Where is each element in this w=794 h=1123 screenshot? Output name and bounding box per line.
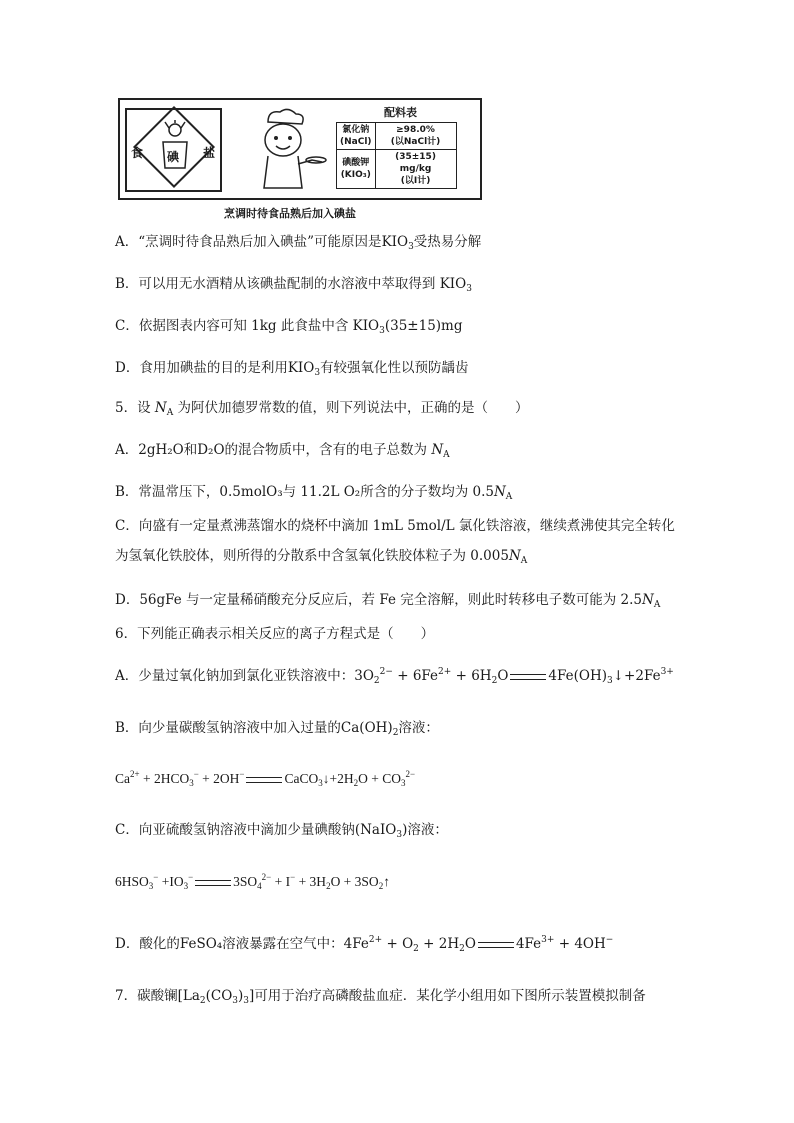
- q6-stem: 6．下列能正确表示相关反应的离子方程式是（ ）: [115, 626, 435, 642]
- figure-caption: 烹调时待食品熟后加入碘盐: [224, 207, 356, 220]
- table-row: [337, 150, 457, 189]
- q6-option-d: D．酸化的FeSO₄溶液暴露在空气中：$4Fe^{2+} + O_2 + 2H_2O$ $4Fe^{3+} + 4OH^-$: [115, 935, 614, 954]
- q5-option-d: D．56gFe 与一定量稀硝酸充分反应后，若 Fe 完全溶解，则此时转移电子数可能为 $2.5N_A$: [115, 592, 661, 610]
- q5-stem: 5．设 $N_A$ 为阿伏加德罗常数的值，则下列说法中，正确的是（ ）: [115, 400, 529, 418]
- ingredients-grid: [336, 122, 457, 189]
- q5-option-a: A．2gH₂O和D₂O的混合物质中，含有的电子总数为 $N_A$: [115, 442, 450, 460]
- table-cell-value: (35±15) mg/kg (以I计): [375, 150, 456, 189]
- ingredients-table: [336, 104, 480, 196]
- chef-illustration: [238, 108, 328, 192]
- q6-option-a: A．少量过氧化钠加到氯化亚铁溶液中：$3O_2^{2-} + 6Fe^{2+} + 6H_2O$ $4Fe(OH)_3↓+2Fe^{3+}$: [115, 667, 674, 686]
- logo-char-3: 盐: [203, 146, 216, 160]
- q5-option-c-line2: 为氢氧化铁胶体，则所得的分散系中含氢氧化铁胶体粒子为 $0.005N_A$: [115, 548, 528, 566]
- table-title: 配料表: [384, 106, 417, 119]
- person-icon: [155, 120, 195, 184]
- q5-option-b: B．常温常压下，0.5molO₃与 11.2L O₂所含的分子数均为 $0.5N_A$: [115, 484, 513, 502]
- table-row: [337, 123, 457, 150]
- q5-option-c-line1: C．向盛有一定量煮沸蒸馏水的烧杯中滴加 1mL 5mol/L 氯化铁溶液，继续煮沸使其完全转化: [115, 518, 675, 534]
- q7-stem: 7．碳酸镧$[La_2(CO_3)_3]$可用于治疗高磷酸盐血症．某化学小组用如下图所示装置模拟制备: [115, 988, 646, 1006]
- q4-option-d: D．食用加碘盐的目的是利用$KIO_3$有较强氧化性以预防龋齿: [115, 360, 469, 378]
- q4-option-a: A．“烹调时待食品熟后加入碘盐”可能原因是$KIO_3$受热易分解: [115, 234, 482, 252]
- salt-logo: [125, 108, 222, 192]
- q6-equation-b: $Ca^{2+} + 2HCO_3^- + 2OH^-$ $CaCO_3↓+2H_2O + CO_3^{2-}$: [115, 769, 416, 788]
- table-cell-name: 氯化钠 (NaCl): [337, 123, 376, 150]
- q4-option-b: B．可以用无水酒精从该碘盐配制的水溶液中萃取得到 $KIO_3$: [115, 276, 472, 294]
- q6-option-b: B．向少量碳酸氢钠溶液中加入过量的$Ca(OH)_2$溶液：: [115, 720, 439, 738]
- q4-option-c: C．依据图表内容可知 1kg 此食盐中含 $KIO_3(35\pm 15)mg$: [115, 318, 463, 336]
- logo-char-2: 碘: [167, 150, 180, 164]
- q6-equation-c: $6HSO_3^- +IO_3^-$ $3SO_4^{2-} + I^- + 3H_2O$ + $3SO_2↑$: [115, 872, 390, 891]
- chef-icon: [238, 108, 328, 192]
- table-cell-name: 碘酸钾 (KIO₃): [337, 150, 376, 189]
- table-cell-value: ≥98.0% (以NaCl计): [375, 123, 456, 150]
- iodized-salt-figure: [118, 98, 482, 200]
- q6-option-c: C．向亚硫酸氢钠溶液中滴加少量碘酸钠(NaIO$_3$)溶液：: [115, 822, 448, 840]
- logo-char-1: 食: [131, 146, 144, 160]
